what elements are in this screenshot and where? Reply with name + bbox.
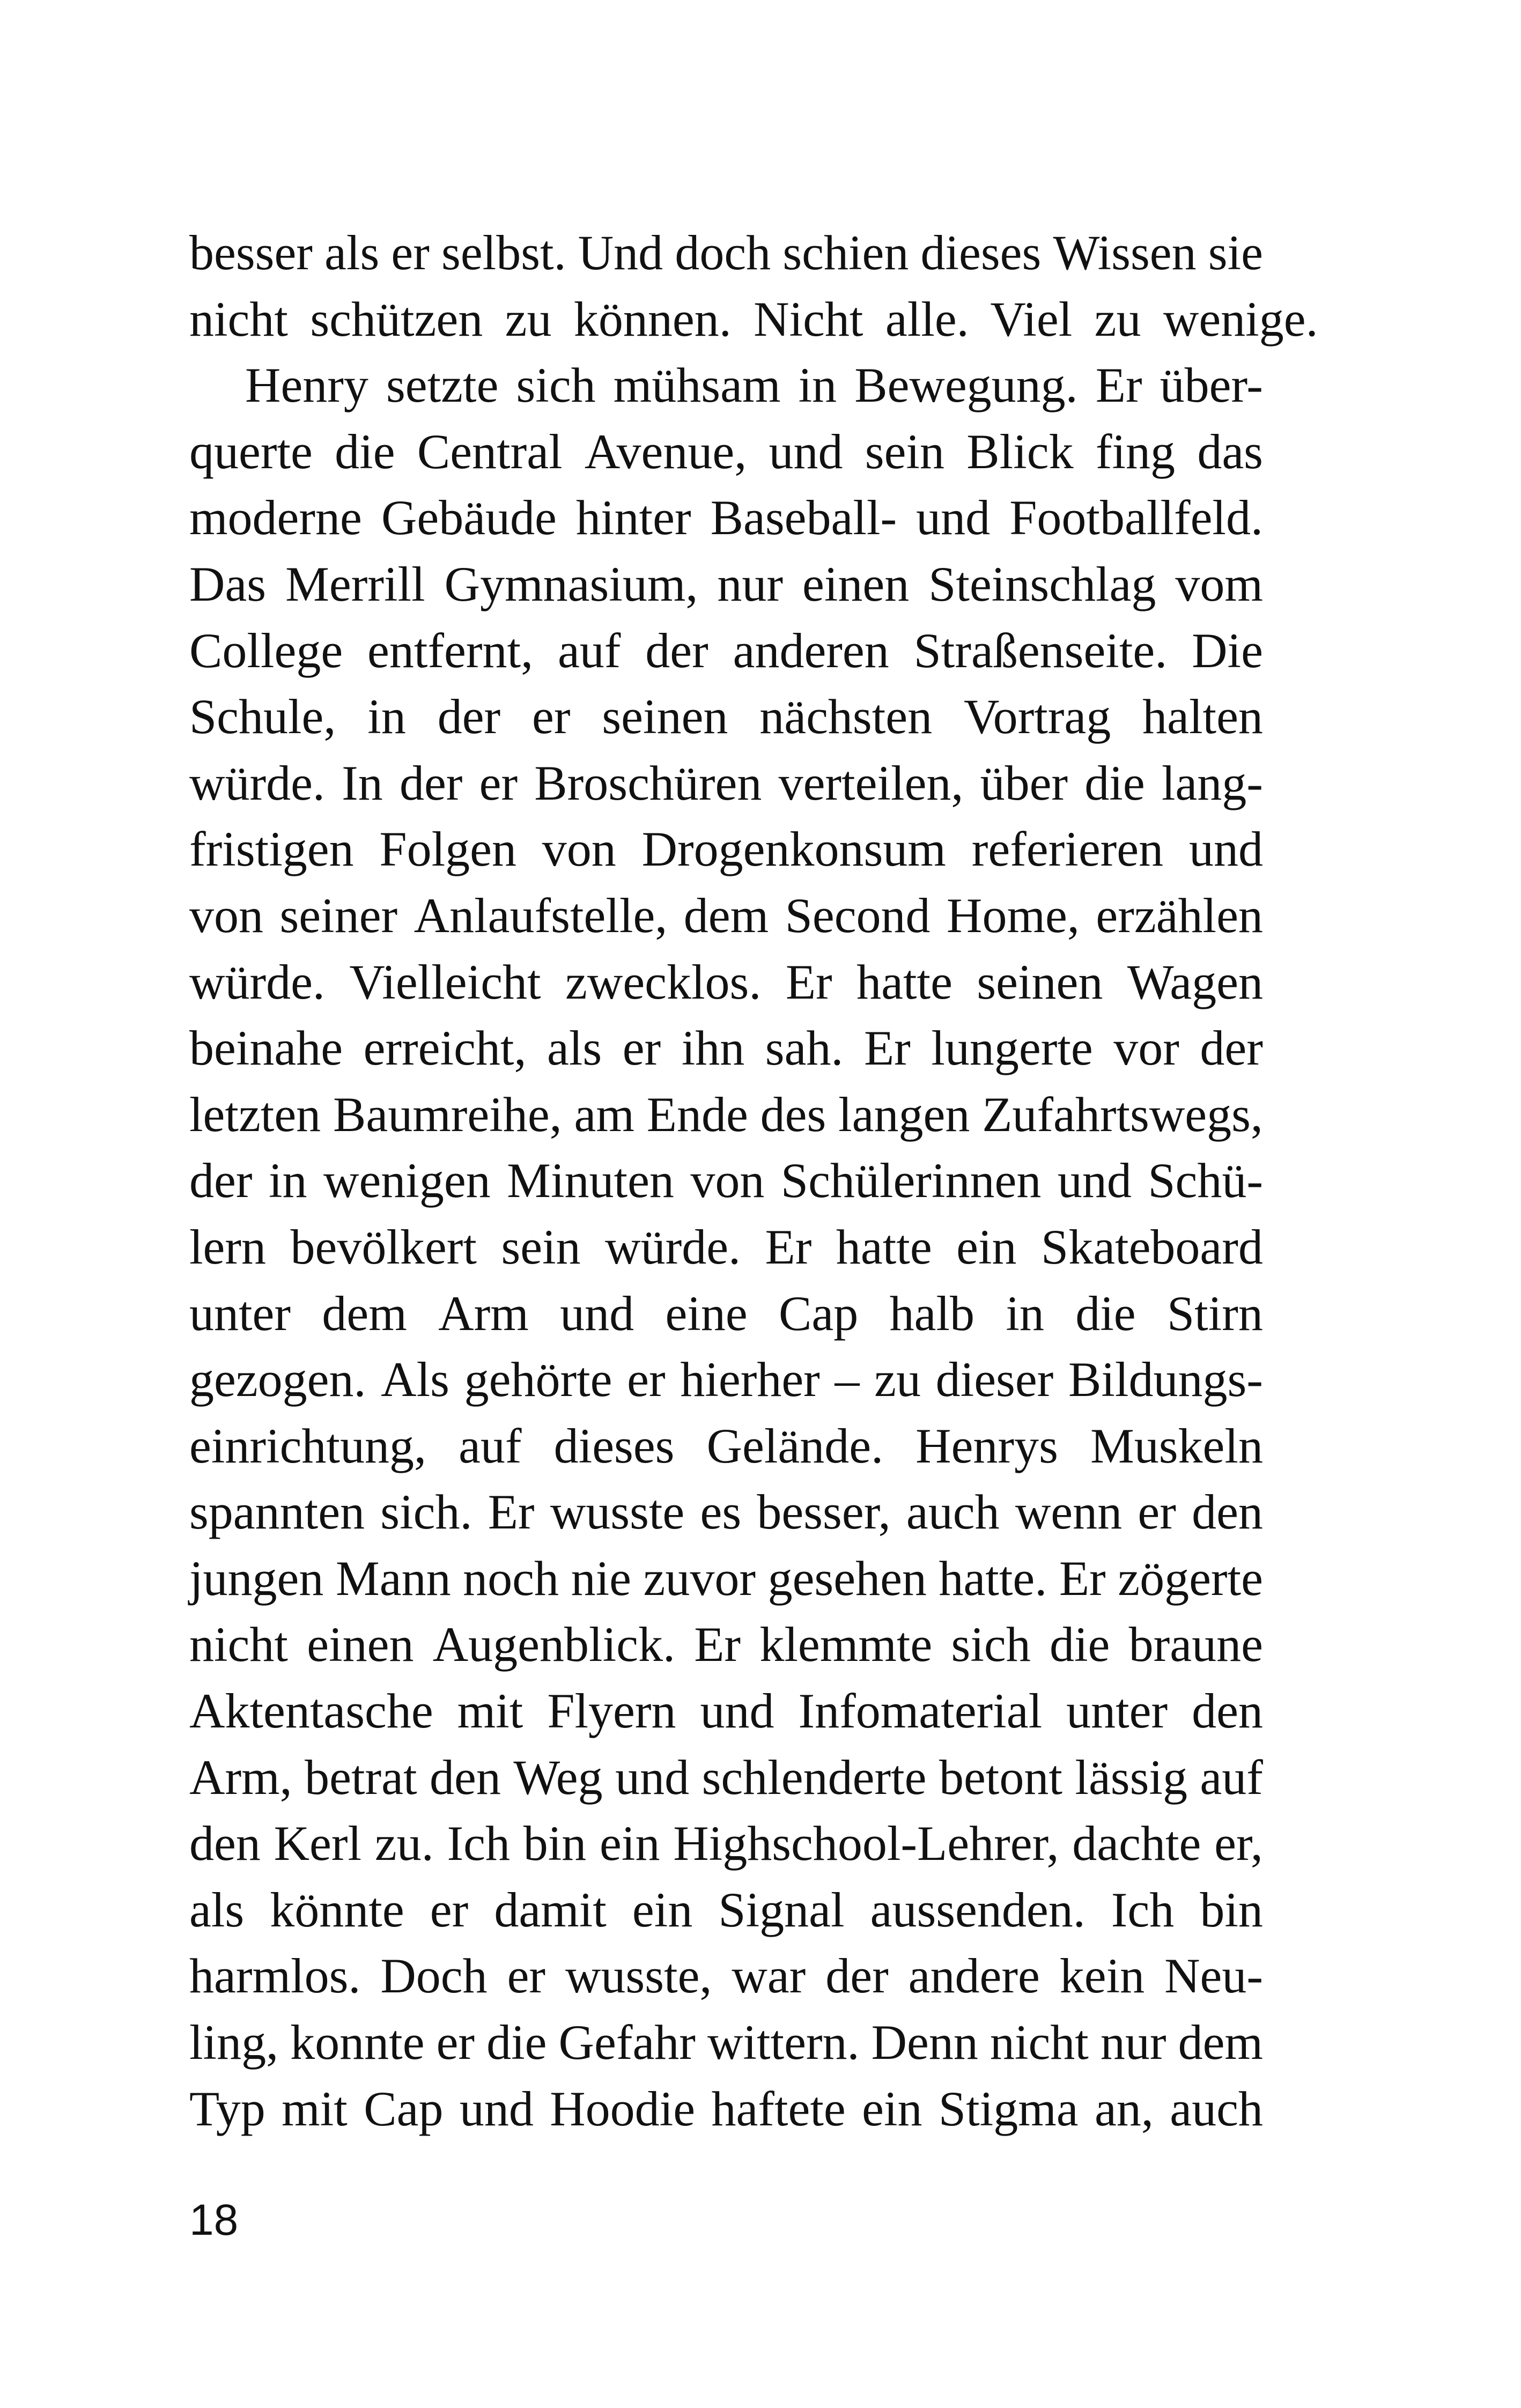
text-line: moderne Gebäude hinter Baseball- und Footballfeld. [189, 490, 1263, 545]
text-line: Aktentasche mit Flyern und Infomaterial unter den [189, 1683, 1263, 1739]
body-text [189, 220, 1318, 2142]
text-line: einrichtung, auf dieses Gelände. Henrys Muskeln [189, 1418, 1263, 1473]
text-line: lern bevölkert sein würde. Er hatte ein Skateboard [189, 1219, 1263, 1274]
text-line: unter dem Arm und eine Cap halb in die Stirn [189, 1286, 1263, 1341]
text-line: besser als er selbst. Und doch schien dieses Wissen sie [189, 225, 1263, 280]
text-line: jungen Mann noch nie zuvor gesehen hatte. Er zögerte [189, 1550, 1263, 1606]
text-line: Das Merrill Gymnasium, nur einen Steinschlag vom [189, 556, 1263, 611]
text-line: ling, konnte er die Gefahr wittern. Denn nicht nur dem [189, 2015, 1263, 2070]
text-line: als könnte er damit ein Signal aussenden. Ich bin [189, 1882, 1263, 1937]
text-line: letzten Baumreihe, am Ende des langen Zufahrtswegs, [189, 1087, 1263, 1142]
text-line: würde. Vielleicht zwecklos. Er hatte seinen Wagen [189, 954, 1263, 1009]
text-line: nicht einen Augenblick. Er klemmte sich die braune [189, 1617, 1263, 1672]
text-line: beinahe erreicht, als er ihn sah. Er lungerte vor der [189, 1021, 1263, 1076]
text-line: harmlos. Doch er wusste, war der andere kein Neu- [189, 1948, 1263, 2004]
text-line: Typ mit Cap und Hoodie haftete ein Stigma an, auch [189, 2081, 1263, 2136]
text-line: würde. In der er Broschüren verteilen, über die lang- [189, 755, 1263, 810]
page-number: 18 [189, 2196, 239, 2244]
text-line: den Kerl zu. Ich bin ein Highschool-Lehrer, dachte er, [189, 1816, 1263, 1871]
text-line: nicht schützen zu können. Nicht alle. Viel zu wenige. [189, 291, 1318, 346]
text-line: Henry setzte sich mühsam in Bewegung. Er über- [245, 358, 1263, 413]
text-line: fristigen Folgen von Drogenkonsum referieren und [189, 822, 1263, 877]
text-line: Schule, in der er seinen nächsten Vortrag halten [189, 689, 1263, 744]
text-line: spannten sich. Er wusste es besser, auch wenn er den [189, 1484, 1263, 1540]
text-line: Arm, betrat den Weg und schlenderte betont lässig auf [189, 1749, 1263, 1805]
text-line: der in wenigen Minuten von Schülerinnen und Schü- [189, 1153, 1263, 1208]
text-line: gezogen. Als gehörte er hierher – zu dieser Bildungs- [189, 1352, 1263, 1407]
text-line: querte die Central Avenue, und sein Blick fing das [189, 424, 1263, 479]
text-line: College entfernt, auf der anderen Straßenseite. Die [189, 623, 1263, 678]
text-line: von seiner Anlaufstelle, dem Second Home, erzählen [189, 888, 1263, 943]
